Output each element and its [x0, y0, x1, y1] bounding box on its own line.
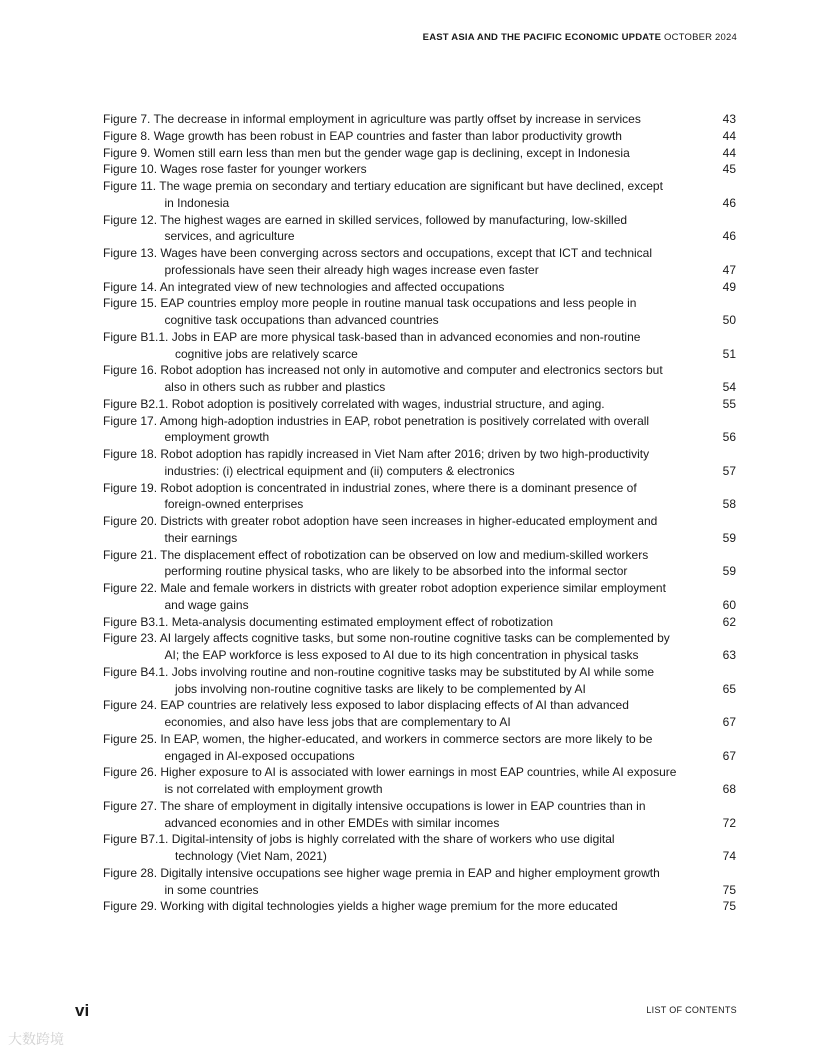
toc-entry-page: 60: [722, 597, 736, 612]
toc-entry-label: Figure 29.: [103, 899, 158, 914]
toc-entry[interactable]: [103, 865, 736, 899]
toc-entry-caption: Robot adoption has increased not only in automotive and computer and electronics sectors but: [160, 363, 663, 378]
toc-entry-caption-continued: industries: (i) electrical equipment and (ii) computers & electronics: [164, 463, 515, 478]
toc-entry-caption: Wages rose faster for younger workers: [160, 162, 367, 177]
toc-entry-label: Figure 16.: [103, 363, 158, 378]
toc-entry-label: Figure 21.: [103, 547, 158, 562]
toc-entry[interactable]: [103, 178, 736, 212]
toc-entry-caption-continued: advanced economies and in other EMDEs with similar incomes: [164, 815, 500, 830]
toc-entry-label: Figure 25.: [103, 731, 158, 746]
toc-entry-caption-continued: employment growth: [164, 430, 270, 445]
toc-entry-caption-continued: services, and agriculture: [164, 229, 295, 244]
toc-entry-label: Figure 8.: [103, 128, 151, 143]
toc-entry-caption: Jobs in EAP are more physical task-based than in advanced economies and non-routine: [171, 329, 641, 344]
toc-entry[interactable]: [103, 513, 736, 547]
toc-entry-label: Figure 10.: [103, 162, 158, 177]
toc-entry-caption: Meta-analysis documenting estimated employment effect of robotization: [171, 614, 554, 629]
toc-entry-page: 46: [722, 195, 736, 210]
toc-entry[interactable]: [103, 329, 736, 363]
toc-entry-caption: The displacement effect of robotization can be observed on low and medium-skilled workers: [160, 547, 649, 562]
toc-entry-caption: AI largely affects cognitive tasks, but some non-routine cognitive tasks can be complemented by: [159, 631, 670, 646]
page-number: vi: [75, 1001, 90, 1020]
toc-entry-caption: Wage growth has been robust in EAP countries and faster than labor productivity growth: [153, 128, 622, 143]
toc-entry[interactable]: [103, 630, 736, 664]
toc-entry-page: 67: [722, 715, 736, 729]
figure-list: [103, 111, 736, 915]
toc-entry-page: 54: [722, 380, 736, 394]
toc-entry-label: Figure 27.: [103, 798, 158, 813]
toc-entry-caption-continued: and wage gains: [164, 597, 249, 612]
toc-entry[interactable]: [103, 245, 736, 279]
toc-entry[interactable]: [103, 396, 736, 413]
header-title: EAST ASIA AND THE PACIFIC ECONOMIC UPDATE: [422, 32, 662, 43]
toc-entry-caption-continued: engaged in AI-exposed occupations: [164, 748, 355, 763]
toc-entry[interactable]: [103, 731, 736, 765]
running-header: [423, 32, 737, 43]
toc-entry-label: Figure 12.: [103, 212, 158, 227]
toc-entry-caption: Among high-adoption industries in EAP, robot penetration is positively correlated with overall: [159, 413, 650, 428]
toc-entry-caption: Districts with greater robot adoption have seen increases in higher-educated employment and: [160, 514, 658, 528]
toc-entry-caption-continued: technology (Viet Nam, 2021): [175, 849, 327, 863]
toc-entry-label: Figure 17.: [103, 413, 158, 428]
toc-entry-page: 59: [722, 530, 736, 545]
toc-entry[interactable]: [103, 212, 736, 246]
toc-entry-label: Figure 7.: [103, 112, 151, 126]
toc-entry[interactable]: [103, 798, 736, 832]
toc-entry[interactable]: [103, 697, 736, 731]
toc-entry-caption: The highest wages are earned in skilled services, followed by manufacturing, low-skilled: [160, 212, 628, 227]
toc-entry-page: 59: [722, 564, 736, 579]
toc-entry[interactable]: [103, 128, 736, 145]
toc-entry-page: 75: [722, 899, 736, 914]
header-date: OCTOBER 2024: [664, 32, 737, 43]
toc-entry-label: Figure 23.: [103, 631, 158, 646]
toc-entry-caption: An integrated view of new technologies and affected occupations: [159, 279, 505, 294]
toc-entry[interactable]: [103, 161, 736, 178]
toc-entry-caption: Digital-intensity of jobs is highly correlated with the share of workers who use digital: [171, 832, 615, 847]
toc-entry[interactable]: [103, 145, 736, 162]
toc-entry-page: 65: [722, 681, 736, 696]
toc-entry-caption-continued: jobs involving non-routine cognitive tasks are likely to be complemented by AI: [175, 681, 586, 696]
toc-entry-page: 63: [722, 648, 736, 662]
toc-entry[interactable]: [103, 614, 736, 631]
toc-entry-label: Figure 26.: [103, 765, 158, 780]
toc-entry-page: 67: [722, 748, 736, 763]
toc-entry-caption: The share of employment in digitally intensive occupations is lower in EAP countries than in: [160, 798, 646, 813]
toc-entry-caption: Robot adoption is positively correlated with wages, industrial structure, and aging.: [171, 396, 605, 411]
toc-entry-page: 74: [722, 849, 736, 863]
toc-entry-caption-continued: in Indonesia: [164, 195, 230, 210]
toc-entry-page: 43: [722, 112, 736, 126]
toc-entry-caption: EAP countries are relatively less exposed to labor displacing effects of AI than advanced: [160, 698, 629, 713]
toc-entry-caption-continued: cognitive jobs are relatively scarce: [175, 346, 358, 361]
footer-section-label: LIST OF CONTENTS: [646, 1005, 737, 1015]
toc-entry-page: 72: [722, 815, 736, 830]
toc-entry-page: 49: [722, 279, 736, 294]
toc-entry-caption: The decrease in informal employment in agriculture was partly offset by increase in services: [153, 112, 641, 126]
toc-entry-label: Figure B4.1.: [103, 664, 169, 679]
toc-entry-caption-continued: AI; the EAP workforce is less exposed to AI due to its high concentration in physical tasks: [164, 648, 639, 662]
toc-entry-label: Figure B7.1.: [103, 832, 169, 847]
toc-entry[interactable]: [103, 295, 736, 329]
toc-entry-page: 62: [722, 614, 736, 629]
toc-entry-page: 55: [722, 396, 736, 411]
toc-entry-label: Figure 13.: [103, 246, 158, 260]
toc-entry-page: 44: [722, 128, 736, 143]
toc-entry[interactable]: [103, 111, 736, 128]
toc-entry-caption: Working with digital technologies yields a higher wage premium for the more educated: [160, 899, 618, 914]
toc-entry-caption: Robot adoption has rapidly increased in Viet Nam after 2016; driven by two high-productivity: [160, 447, 650, 461]
toc-entry[interactable]: [103, 446, 736, 480]
toc-entry-label: Figure 9.: [103, 145, 151, 160]
toc-entry-page: 75: [722, 882, 736, 897]
toc-entry-label: Figure 15.: [103, 296, 158, 311]
toc-entry-caption: In EAP, women, the higher-educated, and workers in commerce sectors are more likely to be: [160, 731, 653, 746]
toc-entry-caption: Robot adoption is concentrated in industrial zones, where there is a dominant presence of: [160, 480, 637, 495]
toc-entry-label: Figure 24.: [103, 698, 158, 713]
toc-entry[interactable]: [103, 764, 736, 798]
toc-entry-label: Figure B2.1.: [103, 396, 169, 411]
toc-entry-page: 47: [722, 262, 736, 277]
toc-entry[interactable]: [103, 480, 736, 514]
toc-entry-label: Figure B3.1.: [103, 614, 169, 629]
toc-entry[interactable]: [103, 664, 736, 698]
toc-entry-caption: Higher exposure to AI is associated with lower earnings in most EAP countries, while AI exposure: [160, 765, 677, 780]
toc-entry[interactable]: [103, 831, 736, 865]
toc-entry[interactable]: [103, 580, 736, 614]
toc-entry-caption-continued: professionals have seen their already high wages increase even faster: [164, 262, 539, 277]
toc-entry-label: Figure 19.: [103, 480, 158, 495]
toc-entry-label: Figure B1.1.: [103, 329, 169, 344]
toc-entry-label: Figure 14.: [103, 279, 158, 294]
toc-entry-caption: Male and female workers in districts with greater robot adoption experience similar employment: [160, 581, 666, 595]
toc-entry-caption-continued: foreign-owned enterprises: [164, 497, 304, 512]
toc-entry-page: 46: [722, 229, 736, 244]
toc-entry-caption: EAP countries employ more people in routine manual task occupations and less people in: [160, 296, 637, 311]
watermark: 大数跨境: [8, 1031, 64, 1047]
toc-entry-page: 58: [722, 497, 736, 512]
toc-entry-label: Figure 20.: [103, 514, 158, 528]
toc-entry-label: Figure 22.: [103, 581, 158, 595]
toc-entry-page: 56: [722, 430, 736, 445]
toc-entry-caption-continued: also in others such as rubber and plastics: [164, 380, 386, 394]
toc-entry-page: 57: [722, 463, 736, 478]
toc-entry-label: Figure 18.: [103, 447, 158, 461]
toc-entry-caption: Women still earn less than men but the gender wage gap is declining, except in Indonesia: [153, 145, 630, 160]
toc-entry-caption: Jobs involving routine and non-routine cognitive tasks may be substituted by AI while some: [171, 664, 654, 679]
toc-entry[interactable]: [103, 413, 736, 447]
toc-entry-page: 51: [722, 346, 736, 361]
toc-entry-page: 45: [722, 162, 736, 177]
toc-entry-page: 44: [722, 145, 736, 160]
toc-entry-caption-continued: economies, and also have less jobs that are complementary to AI: [164, 715, 511, 729]
toc-entry-caption-continued: is not correlated with employment growth: [164, 782, 383, 796]
toc-entry[interactable]: [103, 362, 736, 396]
toc-entry-page: 50: [722, 313, 736, 327]
toc-entry-label: Figure 28.: [103, 865, 158, 880]
toc-entry[interactable]: [103, 547, 736, 581]
toc-entry[interactable]: [103, 279, 736, 296]
toc-entry-caption-continued: cognitive task occupations than advanced countries: [164, 313, 439, 327]
toc-entry-caption: Digitally intensive occupations see higher wage premia in EAP and higher employment growth: [160, 865, 660, 880]
toc-entry[interactable]: [103, 898, 736, 915]
toc-entry-label: Figure 11.: [103, 179, 157, 193]
toc-entry-caption: The wage premia on secondary and tertiary education are significant but have declined, except: [159, 179, 663, 193]
toc-entry-page: 68: [722, 782, 736, 796]
toc-entry-caption: Wages have been converging across sectors and occupations, except that ICT and technical: [160, 246, 652, 260]
toc-entry-caption-continued: in some countries: [164, 882, 259, 897]
toc-entry-caption-continued: their earnings: [164, 530, 238, 545]
toc-entry-caption-continued: performing routine physical tasks, who are likely to be absorbed into the informal sector: [164, 564, 628, 579]
